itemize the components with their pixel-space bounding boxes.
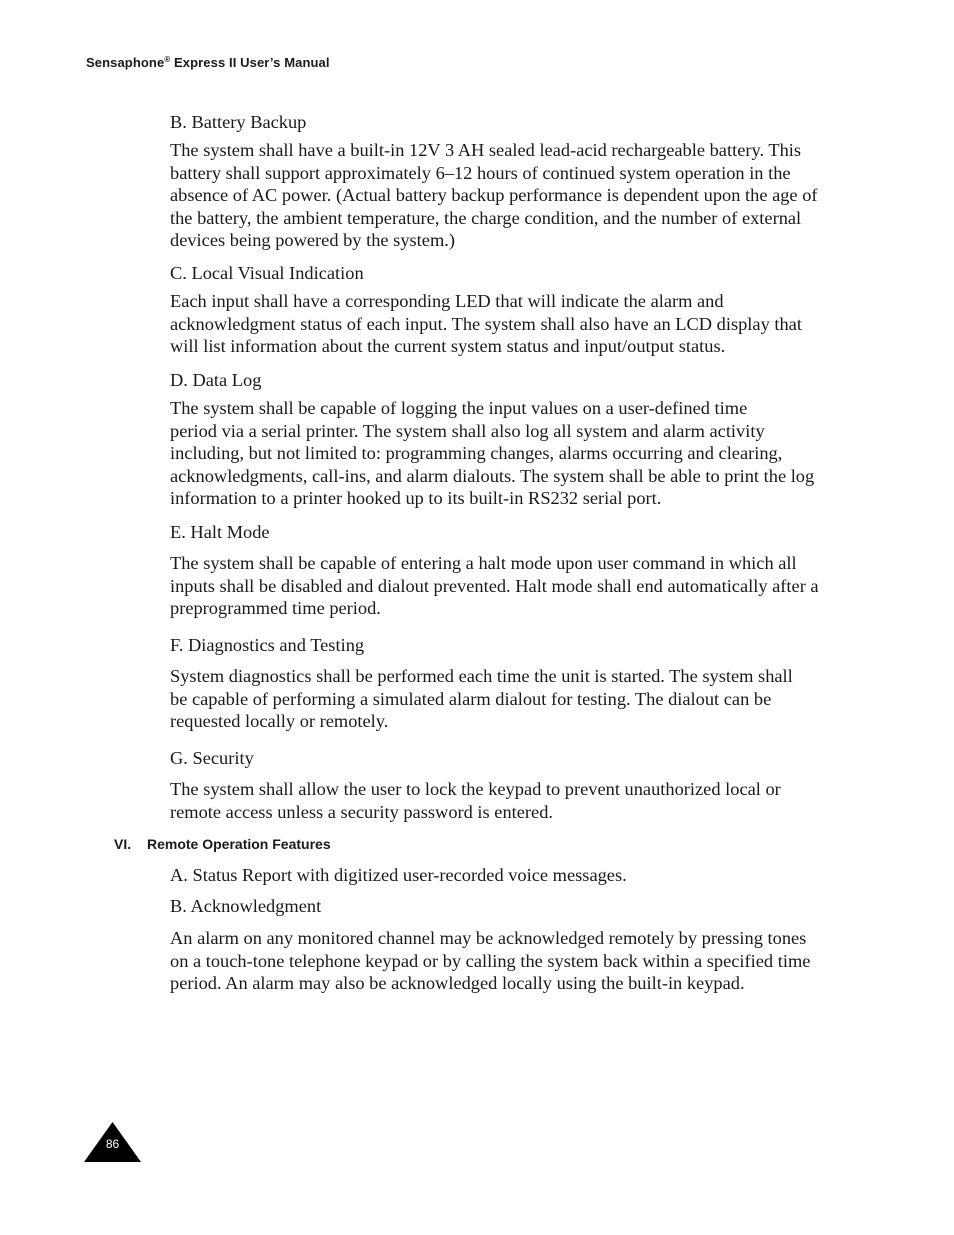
- paragraph-line: acknowledgment status of each input. The system shall also have an LCD display that: [170, 313, 802, 334]
- data-log-paragraph: [170, 397, 850, 510]
- page-number: 86: [105, 1137, 120, 1151]
- acknowledgment-paragraph: [170, 927, 850, 995]
- diagnostics-paragraph: [170, 665, 850, 733]
- paragraph-line: The system shall have a built-in 12V 3 AH sealed lead-acid rechargeable battery. This: [170, 140, 802, 160]
- paragraph-line: information to a printer hooked up to its built-in RS232 serial port.: [170, 488, 662, 509]
- paragraph-line: inputs shall be disabled and dialout prevented. Halt mode shall end automatically after a: [170, 575, 819, 596]
- acknowledgment-heading: B. Acknowledgment: [170, 896, 322, 916]
- brand-name: Sensaphone: [86, 55, 165, 70]
- paragraph-line: the battery, the ambient temperature, the charge condition, and the number of external: [170, 207, 802, 228]
- running-header: [86, 55, 330, 70]
- paragraph-line: preprogrammed time period.: [170, 598, 381, 619]
- paragraph-line: period. An alarm may also be acknowledged locally using the built-in keypad.: [170, 973, 745, 994]
- paragraph-line: on a touch-tone telephone keypad or by calling the system back within a specified time: [170, 950, 811, 971]
- remote-operation-section-heading: [114, 836, 331, 852]
- paragraph-line: period via a serial printer. The system shall also log all system and alarm activity: [170, 420, 765, 441]
- paragraph-line: will list information about the current system status and input/output status.: [170, 336, 726, 357]
- paragraph-line: System diagnostics shall be performed each time the unit is started. The system shall: [170, 666, 793, 686]
- paragraph-line: requested locally or remotely.: [170, 711, 389, 732]
- paragraph-line: Each input shall have a corresponding LED that will indicate the alarm and: [170, 291, 724, 311]
- paragraph-line: devices being powered by the system.): [170, 230, 455, 251]
- paragraph-line: including, but not limited to: programming changes, alarms occurring and clearing,: [170, 443, 783, 464]
- battery-backup-paragraph: [170, 139, 850, 252]
- section-title: Remote Operation Features: [147, 836, 331, 852]
- paragraph-line: absence of AC power. (Actual battery backup performance is dependent upon the age of: [170, 185, 818, 206]
- local-visual-paragraph: [170, 290, 850, 358]
- paragraph-line: battery shall support approximately 6–12 hours of continued system operation in the: [170, 162, 791, 183]
- manual-title: Express II User’s Manual: [170, 55, 330, 70]
- paragraph-line: The system shall be capable of logging the input values on a user-defined time: [170, 398, 748, 418]
- section-number: VI.: [114, 836, 132, 852]
- status-report-item: A. Status Report with digitized user-recorded voice messages.: [170, 865, 627, 885]
- diagnostics-heading: F. Diagnostics and Testing: [170, 635, 365, 655]
- halt-mode-paragraph: [170, 552, 850, 620]
- data-log-heading: D. Data Log: [170, 370, 262, 390]
- security-paragraph: [170, 778, 850, 823]
- security-heading: G. Security: [170, 748, 254, 768]
- halt-mode-heading: E. Halt Mode: [170, 522, 270, 542]
- paragraph-line: The system shall be capable of entering a halt mode upon user command in which all: [170, 553, 797, 573]
- registered-mark: ®: [164, 55, 171, 64]
- paragraph-line: The system shall allow the user to lock the keypad to prevent unauthorized local or: [170, 779, 781, 799]
- paragraph-line: acknowledgments, call-ins, and alarm dialouts. The system shall be able to print the log: [170, 465, 815, 486]
- battery-backup-heading: B. Battery Backup: [170, 112, 307, 132]
- paragraph-line: An alarm on any monitored channel may be acknowledged remotely by pressing tones: [170, 928, 807, 948]
- paragraph-line: be capable of performing a simulated alarm dialout for testing. The dialout can be: [170, 688, 772, 709]
- paragraph-line: remote access unless a security password is entered.: [170, 801, 554, 822]
- local-visual-heading: C. Local Visual Indication: [170, 263, 364, 283]
